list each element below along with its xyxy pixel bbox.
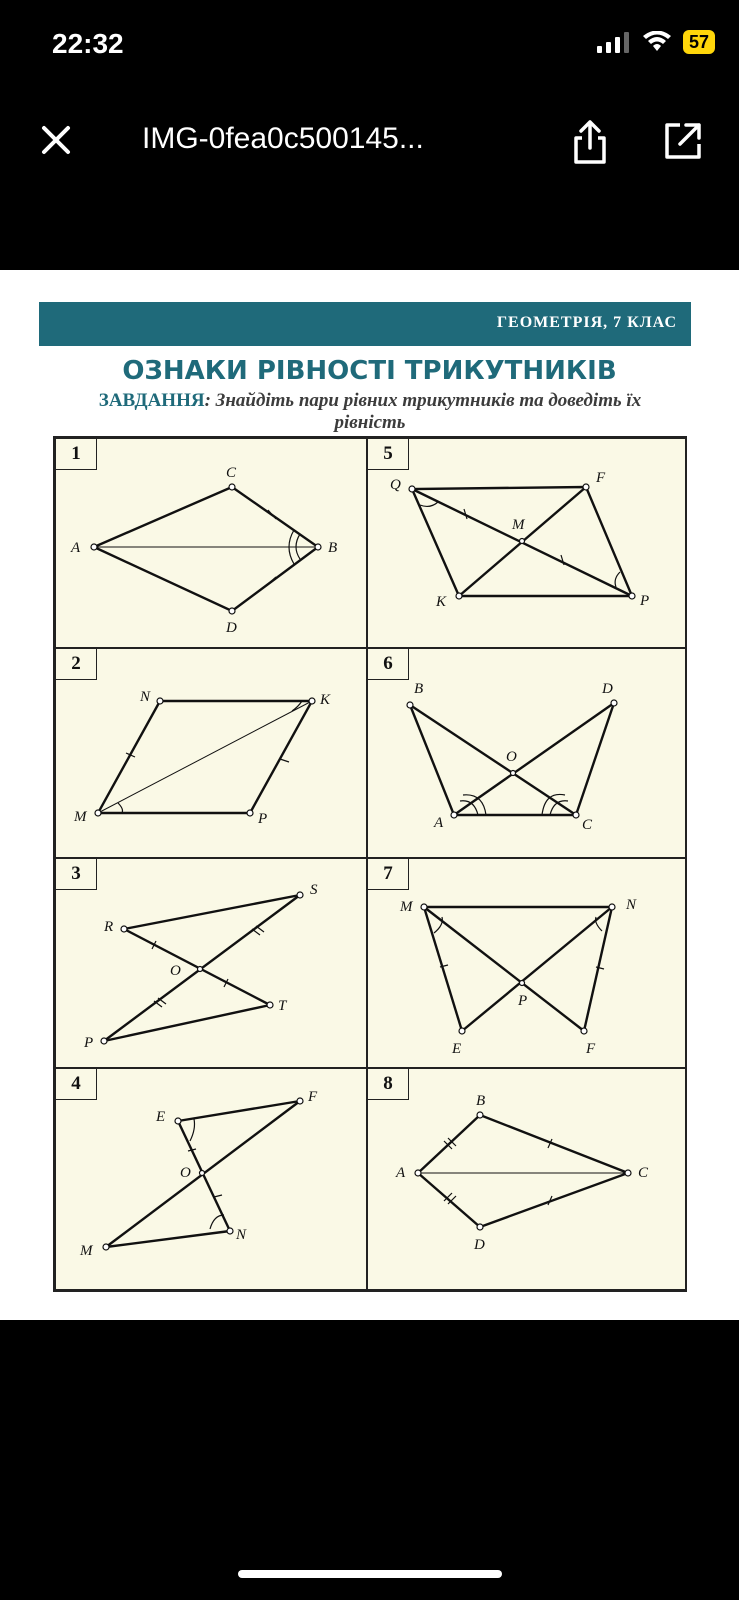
figure-1-drawing (56, 439, 368, 649)
figure-8-drawing (368, 1069, 688, 1291)
worksheet-photo[interactable] (0, 270, 739, 1320)
banner-text: ГЕОМЕТРІЯ, 7 КЛАС (496, 314, 677, 331)
figure-cell-7 (367, 858, 687, 1068)
vertex-label: F (586, 1041, 596, 1057)
vertex-label: Q (390, 477, 401, 493)
vertex-label: N (140, 689, 151, 705)
vertex-label: F (308, 1089, 318, 1105)
figure-cell-1 (55, 438, 367, 648)
figure-5-drawing (368, 439, 688, 649)
vertex-label: E (156, 1109, 166, 1125)
vertex-label: P (518, 993, 528, 1009)
vertex-label: M (74, 809, 87, 825)
vertex-label: M (400, 899, 413, 915)
vertex-label: D (474, 1237, 485, 1253)
figure-cell-8 (367, 1068, 687, 1290)
figure-7-drawing (368, 859, 688, 1069)
clock: 22:32 (52, 28, 124, 59)
close-icon[interactable] (38, 122, 74, 158)
home-indicator[interactable] (238, 1570, 502, 1578)
vertex-label: B (476, 1093, 486, 1109)
vertex-label: E (452, 1041, 462, 1057)
vertex-label: P (84, 1035, 94, 1051)
vertex-label: O (506, 749, 517, 765)
vertex-label: P (640, 593, 650, 609)
vertex-label: S (310, 882, 318, 898)
file-title: IMG-0fea0c500145... (142, 122, 424, 155)
vertex-label: B (328, 540, 338, 556)
figure-2-drawing (56, 649, 368, 859)
signal-icon (597, 31, 631, 53)
worksheet-title: ОЗНАКИ РІВНОСТІ ТРИКУТНИКІВ (122, 356, 617, 386)
vertex-label: R (104, 919, 114, 935)
figure-cell-5 (367, 438, 687, 648)
vertex-label: K (436, 594, 447, 610)
vertex-label: N (236, 1227, 247, 1243)
battery-indicator: 57 (683, 30, 715, 54)
figure-number: 2 (56, 649, 97, 680)
share-icon[interactable] (570, 118, 610, 166)
figure-number: 1 (56, 439, 97, 470)
vertex-label: P (258, 811, 268, 827)
vertex-label: D (226, 620, 237, 636)
figure-number: 5 (368, 439, 409, 470)
vertex-label: O (170, 963, 181, 979)
vertex-label: O (180, 1165, 191, 1181)
worksheet-banner (39, 302, 691, 346)
figure-number: 4 (56, 1069, 97, 1100)
status-bar (0, 0, 739, 90)
figure-grid (53, 436, 687, 1292)
vertex-label: C (226, 465, 237, 481)
vertex-label: F (596, 470, 606, 486)
open-external-icon[interactable] (662, 120, 704, 162)
vertex-label: B (414, 681, 424, 697)
task-instruction: : Знайдіть пари рівних трикутників та доведіть їх рівність (204, 390, 642, 433)
vertex-label: M (80, 1243, 93, 1259)
vertex-label: N (626, 897, 637, 913)
figure-cell-2 (55, 648, 367, 858)
figure-number: 8 (368, 1069, 409, 1100)
figure-4-drawing (56, 1069, 368, 1291)
figure-number: 6 (368, 649, 409, 680)
figure-6-drawing (368, 649, 688, 859)
vertex-label: A (396, 1165, 406, 1181)
vertex-label: C (638, 1165, 649, 1181)
vertex-label: M (512, 517, 525, 533)
figure-cell-3 (55, 858, 367, 1068)
vertex-label: D (602, 681, 613, 697)
task-label: ЗАВДАННЯ (98, 390, 205, 411)
figure-number: 7 (368, 859, 409, 890)
vertex-label: A (434, 815, 444, 831)
figure-number: 3 (56, 859, 97, 890)
vertex-label: K (320, 692, 331, 708)
figure-cell-6 (367, 648, 687, 858)
figure-cell-4 (55, 1068, 367, 1290)
vertex-label: C (582, 817, 593, 833)
task-text (70, 390, 670, 434)
vertex-label: A (71, 540, 81, 556)
vertex-label: T (278, 998, 287, 1014)
wifi-icon (643, 31, 671, 53)
figure-3-drawing (56, 859, 368, 1069)
status-icons (597, 30, 715, 54)
